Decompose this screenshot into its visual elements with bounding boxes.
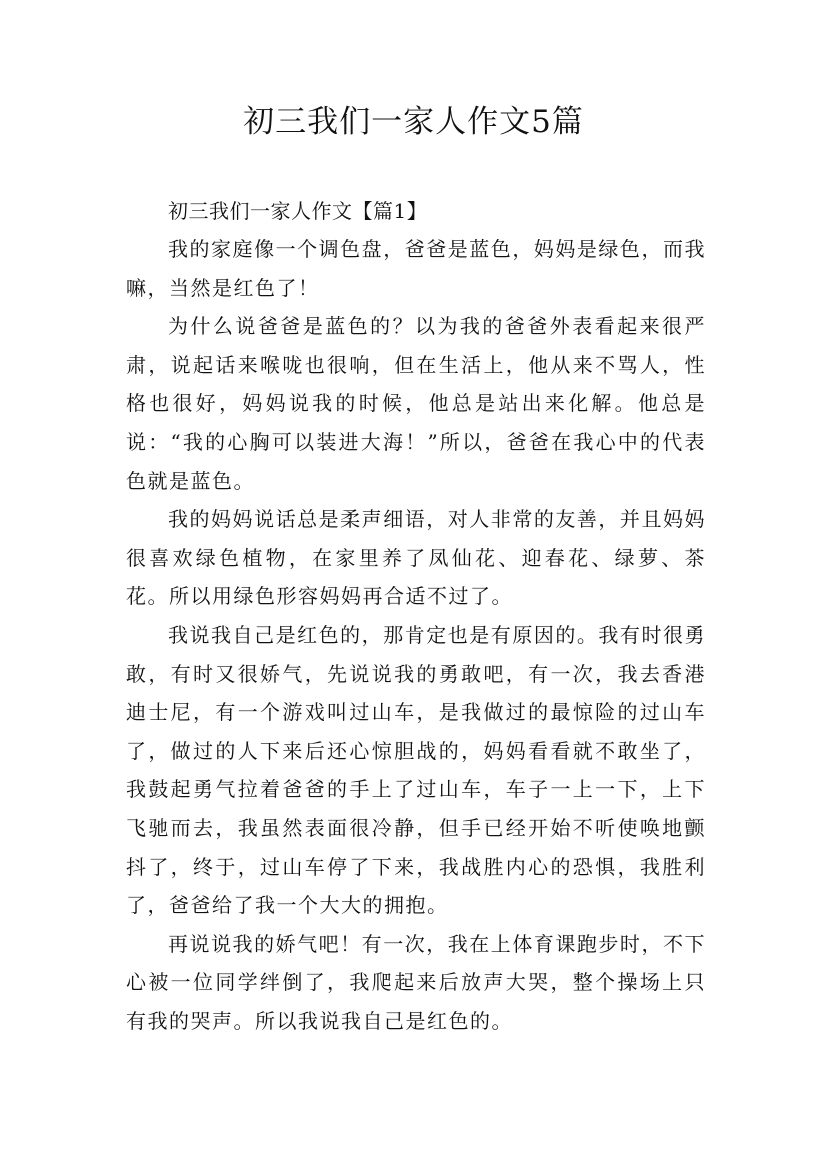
section-heading: 初三我们一家人作文【篇1】 [168, 199, 428, 223]
paragraph-father-blue: 为什么说爸爸是蓝色的？以为我的爸爸外表看起来很严肃，说起话来喉咙也很响，但在生活上，他从来不骂人，性格也很好，妈妈说我的时候，他总是站出来化解。他总是说：“我的心胸可以装进大海！”所以，爸爸在我心中的代表色就是蓝色。 [126, 314, 706, 493]
article-body [126, 192, 706, 1040]
paragraph-mother-green: 我的妈妈说话总是柔声细语，对人非常的友善，并且妈妈很喜欢绿色植物，在家里养了凤仙花、迎春花、绿萝、茶花。所以用绿色形容妈妈再合适不过了。 [126, 507, 706, 609]
paragraph-intro: 我的家庭像一个调色盘，爸爸是蓝色，妈妈是绿色，而我嘛，当然是红色了！ [126, 237, 706, 300]
paragraph-self-red-brave: 我说我自己是红色的，那肯定也是有原因的。我有时很勇敢，有时又很娇气，先说说我的勇敢吧，有一次，我去香港迪士尼，有一个游戏叫过山车，是我做过的最惊险的过山车了，做过的人下来后还心惊胆战的，妈妈看看就不敢坐了，我鼓起勇气拉着爸爸的手上了过山车，车子一上一下，上下飞驰而去，我虽然表面很冷静，但手已经开始不听使唤地颤抖了，终于，过山车停了下来，我战胜内心的恐惧，我胜利了，爸爸给了我一个大大的拥抱。 [126, 622, 706, 918]
paragraph-self-red-delicate: 再说说我的娇气吧！有一次，我在上体育课跑步时，不下心被一位同学绊倒了，我爬起来后放声大哭，整个操场上只有我的哭声。所以我说我自己是红色的。 [126, 931, 706, 1033]
document-title: 初三我们一家人作文5篇 [243, 104, 584, 140]
